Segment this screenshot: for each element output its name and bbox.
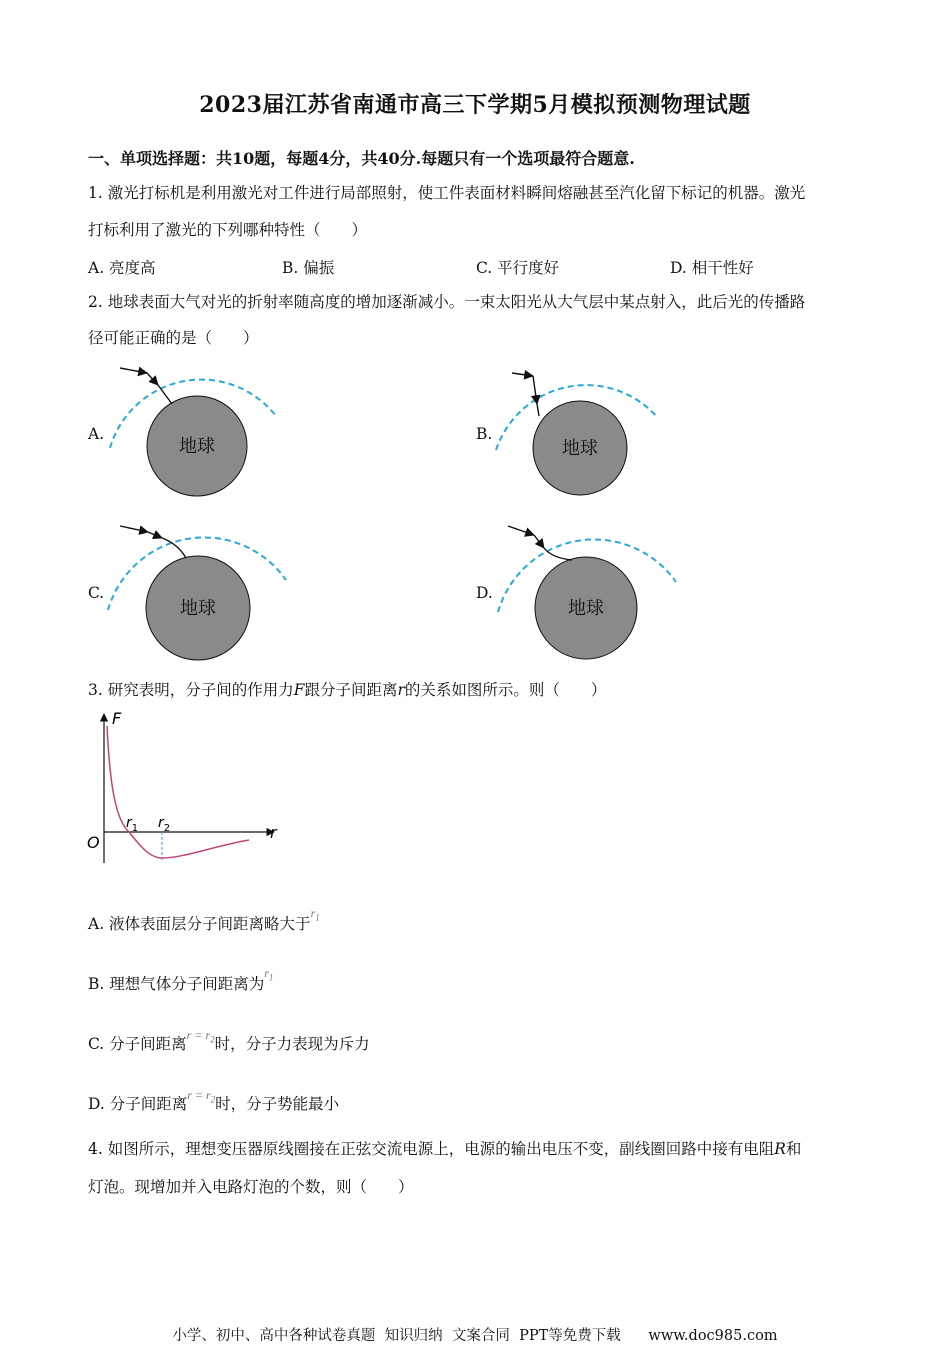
q3-option-b: [88, 966, 274, 994]
q3-var-f: F: [293, 681, 305, 699]
light-ray-in: [120, 368, 147, 373]
q3-option-c-math: r = r2: [186, 1028, 215, 1045]
q3-option-c: [88, 1028, 370, 1054]
q3-var-r: r: [397, 681, 405, 699]
q3-option-a-math: r1: [310, 906, 320, 923]
q2-label-a: A.: [88, 425, 105, 443]
q1-option-a: A. 亮度高: [88, 259, 156, 277]
q3-option-b-math: r1: [264, 966, 274, 983]
q3-option-a: [88, 906, 320, 934]
origin-label: O: [87, 833, 100, 852]
q2-figure-b: [490, 360, 690, 500]
q2-label-c: C.: [88, 584, 105, 602]
q1-stem-line1: 1. 激光打标机是利用激光对工件进行局部照射，使工件表面材料瞬间熔融甚至汽化留下标记的机器。激光: [88, 184, 806, 202]
light-ray-path: [162, 538, 186, 558]
q3-stem-mid: 跟分子间距离: [304, 681, 398, 699]
q3-option-c-text: C. 分子间距离: [88, 1035, 187, 1053]
q2-figure-d: [490, 518, 690, 663]
light-ray-end: [537, 404, 539, 416]
q4-var-r: R: [774, 1140, 786, 1158]
q3-stem-prefix: 3. 研究表明，分子间的作用力: [88, 681, 294, 699]
q4-stem-suffix: 和: [785, 1140, 802, 1158]
q4-stem-line2: 灯泡。现增加并入电路灯泡的个数，则（ ）: [88, 1178, 414, 1196]
earth-label: 地球: [179, 436, 215, 457]
r1-label: $r_1$: [126, 815, 139, 834]
q4-stem-line1: [88, 1139, 801, 1159]
light-ray-in: [508, 526, 534, 535]
q2-figure-c: [100, 518, 300, 663]
q3-option-d: [88, 1088, 340, 1114]
q1-option-d: D. 相干性好: [670, 259, 754, 277]
page-footer: 小学、初中、高中各种试卷真题 知识归纳 文案合同 PPT等免费下载 www.doc985.com: [172, 1328, 778, 1344]
q3-option-d-text: D. 分子间距离: [88, 1095, 188, 1113]
q2-figure-a: [100, 360, 300, 500]
x-axis-label: r: [270, 823, 277, 842]
q3-option-c-suffix: 时，分子力表现为斥力: [214, 1035, 370, 1053]
y-axis-label: F: [112, 709, 122, 728]
q1-stem-line2: 打标利用了激光的下列哪种特性（ ）: [88, 221, 368, 239]
q3-stem-suffix: 的关系如图所示。则（ ）: [404, 681, 607, 699]
q1-option-c: C. 平行度好: [476, 259, 560, 277]
light-ray-path: [158, 385, 172, 404]
r2-label: $r_2$: [158, 815, 171, 834]
q3-force-graph: [84, 708, 284, 868]
q2-stem-line2: 径可能正确的是（ ）: [88, 329, 259, 347]
light-ray-in: [512, 373, 533, 376]
q3-option-a-text: A. 液体表面层分子间距离略大于: [88, 915, 311, 933]
q2-label-b: B.: [476, 425, 493, 443]
force-curve: [107, 726, 249, 858]
light-ray-refract: [148, 532, 162, 538]
q3-option-b-text: B. 理想气体分子间距离为: [88, 975, 265, 993]
section-heading: 一、单项选择题：共10题，每题4分，共40分.每题只有一个选项最符合题意.: [88, 149, 635, 168]
q3-option-d-suffix: 时，分子势能最小: [215, 1095, 340, 1113]
earth-label: 地球: [562, 438, 598, 459]
earth-label: 地球: [568, 598, 604, 619]
light-ray-refract: [534, 535, 544, 548]
q2-stem-line1: 2. 地球表面大气对光的折射率随高度的增加逐渐减小。一束太阳光从大气层中某点射入，此后光的传播路: [88, 293, 806, 311]
q3-stem: [88, 680, 606, 700]
earth-label: 地球: [180, 598, 216, 619]
light-ray-refract: [147, 373, 158, 385]
q1-option-b: B. 偏振: [282, 259, 335, 277]
light-ray-in: [120, 526, 148, 532]
q2-label-d: D.: [476, 584, 493, 602]
q3-option-d-math: r = r2: [187, 1088, 216, 1105]
q4-stem-prefix: 4. 如图所示，理想变压器原线圈接在正弦交流电源上，电源的输出电压不变，副线圈回路中接有电阻: [88, 1140, 775, 1158]
page-title: 2023届江苏省南通市高三下学期5月模拟预测物理试题: [199, 92, 751, 118]
